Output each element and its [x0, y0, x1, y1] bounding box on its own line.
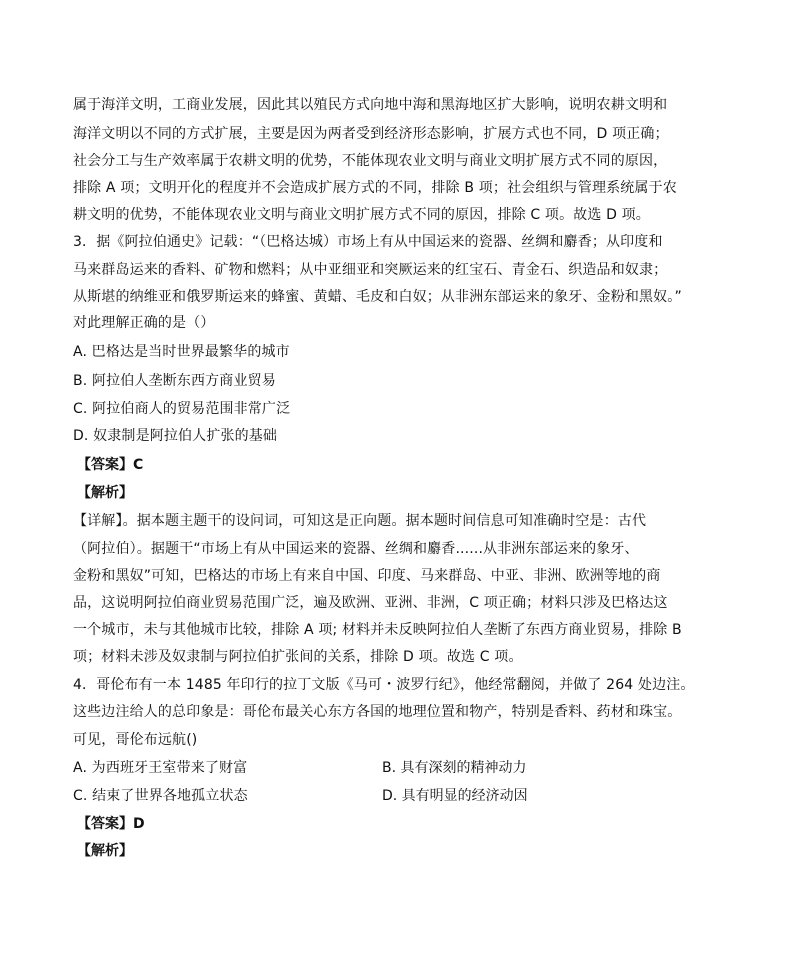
prev-explanation-line-3: 社会分工与生产效率属于农耕文明的优势，不能体现农业文明与商业文明扩展方式不同的原因， — [73, 153, 668, 169]
q4-stem-line-3: 可见，哥伦布远航() — [73, 732, 198, 748]
q3-option-c: C. 阿拉伯商人的贸易范围非常广泛 — [73, 401, 291, 417]
q3-option-b: B. 阿拉伯人垄断东西方商业贸易 — [73, 373, 276, 389]
q3-answer: 【答案】C — [77, 457, 144, 473]
q3-stem-line-3: 从斯堪的纳维亚和俄罗斯运来的蜂蜜、黄蜡、毛皮和白奴；从非洲东部运来的象牙、金粉和黑奴。” — [73, 289, 682, 305]
q3-detail-line-2: （阿拉伯）。据题干“市场上有从中国运来的瓷器、丝绸和麝香......从非洲东部运来的象牙、 — [73, 541, 639, 557]
q3-detail-line-4: 品，这说明阿拉伯商业贸易范围广泛，遍及欧洲、亚洲、非洲，C 项正确；材料只涉及巴格达这 — [73, 595, 668, 611]
q4-stem-line-2: 这些边注给人的总印象是：哥伦布最关心东方各国的地理位置和物产，特别是香料、药材和珠宝。 — [73, 704, 682, 720]
q3-stem-line-2: 马来群岛运来的香料、矿物和燃料；从中亚细亚和突厥运来的红宝石、青金石、织造品和奴隶； — [73, 262, 668, 278]
q3-stem-line-1: 3．据《阿拉伯通史》记载：“（巴格达城）市场上有从中国运来的瓷器、丝绸和麝香；从印度和 — [73, 234, 663, 250]
q3-detail-line-6: 项；材料未涉及奴隶制与阿拉伯扩张间的关系，排除 D 项。故选 C 项。 — [73, 649, 523, 665]
q4-option-c: C. 结束了世界各地孤立状态 — [73, 788, 248, 804]
q4-option-b: B. 具有深刻的精神动力 — [382, 760, 527, 776]
prev-explanation-line-5: 耕文明的优势，不能体现农业文明与商业文明扩展方式不同的原因，排除 C 项。故选 D 项。 — [73, 207, 650, 223]
q3-detail-line-3: 金粉和黑奴”可知，巴格达的市场上有来自中国、印度、马来群岛、中亚、非洲、欧洲等地的商 — [73, 568, 661, 584]
q3-option-d: D. 奴隶制是阿拉伯人扩张的基础 — [73, 428, 278, 444]
prev-explanation-line-4: 排除 A 项；文明开化的程度并不会造成扩展方式的不同，排除 B 项；社会组织与管理系统属于农 — [73, 180, 677, 196]
prev-explanation-line-2: 海洋文明以不同的方式扩展，主要是因为两者受到经济形态影响，扩展方式也不同，D 项正确； — [73, 126, 669, 142]
q4-analysis-label: 【解析】 — [77, 843, 133, 859]
q4-option-d: D. 具有明显的经济动因 — [382, 788, 528, 804]
q3-detail-line-5: 一个城市，未与其他城市比较，排除 A 项; 材料并未反映阿拉伯人垄断了东西方商业贸易，排除 B — [73, 622, 682, 638]
q4-stem-line-1: 4．哥伦布有一本 1485 年印行的拉丁文版《马可・波罗行纪》，他经常翻阅，并做了 264 处边注。 — [73, 677, 695, 693]
q3-option-a: A. 巴格达是当时世界最繁华的城市 — [73, 344, 290, 360]
q3-detail-line-1: 【详解】。据本题主题干的设问词，可知这是正向题。据本题时间信息可知准确时空是：古代 — [73, 513, 647, 529]
q4-option-a: A. 为西班牙王室带来了财富 — [73, 760, 248, 776]
q3-stem-line-4: 对此理解正确的是（） — [73, 315, 215, 331]
q3-analysis-label: 【解析】 — [77, 485, 133, 501]
q4-answer: 【答案】D — [77, 816, 145, 832]
prev-explanation-line-1: 属于海洋文明，工商业发展，因此其以殖民方式向地中海和黑海地区扩大影响，说明农耕文明和 — [73, 97, 668, 113]
